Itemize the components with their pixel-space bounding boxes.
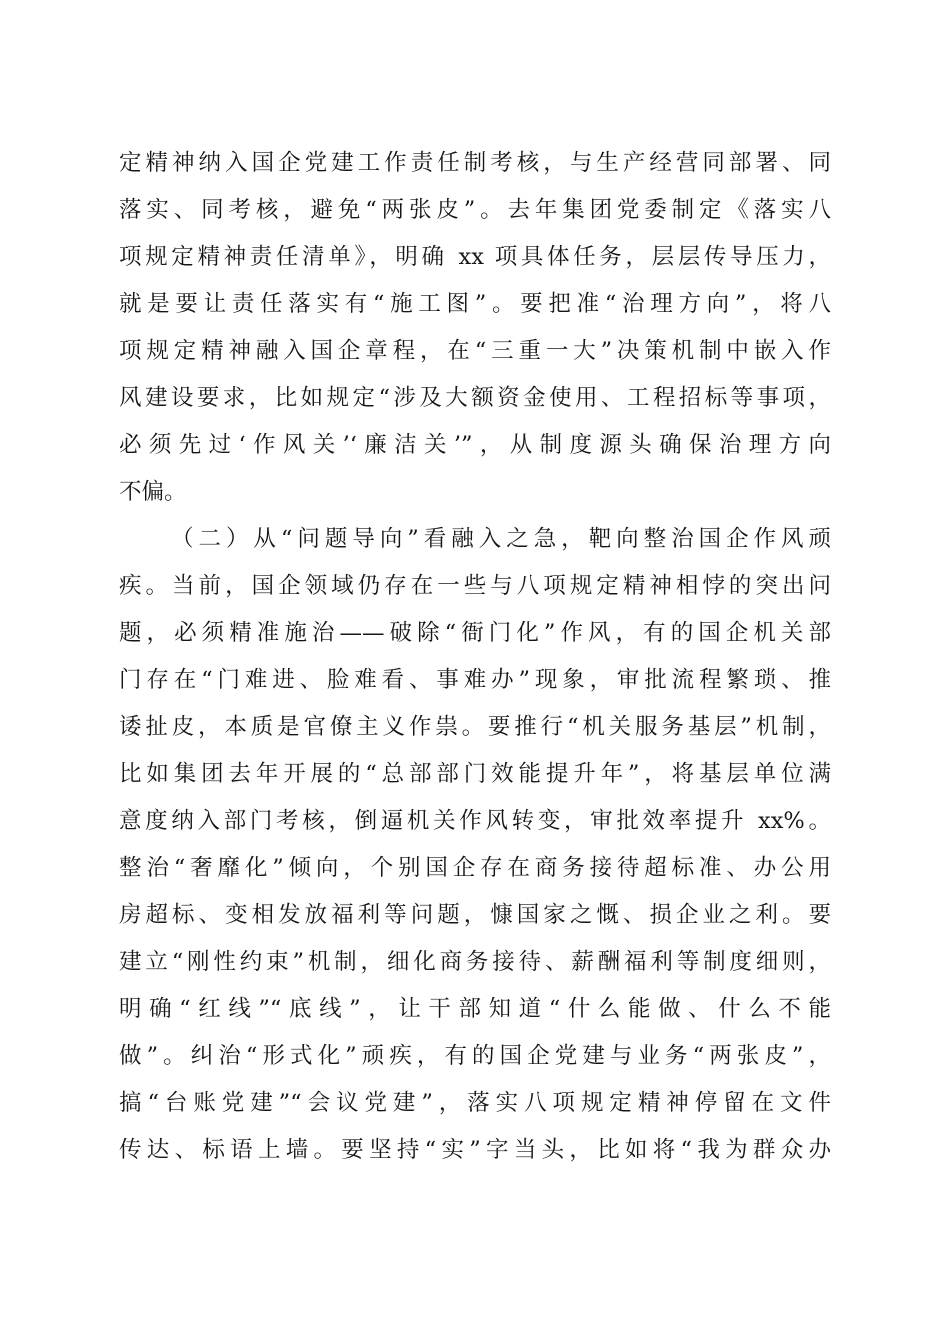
paragraph-line: 不偏。	[119, 479, 187, 505]
paragraph-line: 意度纳入部门考核，倒逼机关作风转变，审批效率提升 xx%。	[119, 808, 831, 834]
paragraph-line: 明确“红线”“底线”，让干部知道“什么能做、什么不能	[119, 996, 831, 1022]
paragraph-line: 房超标、变相发放福利等问题，慷国家之慨、损企业之利。要	[119, 902, 831, 928]
paragraph-line: 必须先过‘作风关’‘廉洁关’”，从制度源头确保治理方向	[119, 432, 831, 458]
paragraph-line: 传达、标语上墙。要坚持“实”字当头，比如将“我为群众办	[119, 1137, 831, 1163]
paragraph-line: 做”。纠治“形式化”顽疾，有的国企党建与业务“两张皮”，	[119, 1043, 831, 1069]
paragraph-line: 门存在“门难进、脸难看、事难办”现象，审批流程繁琐、推	[119, 667, 831, 693]
paragraph-line: 题，必须精准施治——破除“衙门化”作风，有的国企机关部	[119, 620, 831, 646]
paragraph-line: 比如集团去年开展的“总部部门效能提升年”，将基层单位满	[119, 761, 831, 787]
paragraph-line: 风建设要求，比如规定“涉及大额资金使用、工程招标等事项，	[119, 385, 831, 411]
paragraph-line: 定精神纳入国企党建工作责任制考核，与生产经营同部署、同	[119, 150, 831, 176]
paragraph-line: 疾。当前，国企领域仍存在一些与八项规定精神相悖的突出问	[119, 573, 831, 599]
paragraph-line: 项规定精神融入国企章程，在“三重一大”决策机制中嵌入作	[119, 338, 831, 364]
paragraph-line: 建立“刚性约束”机制，细化商务接待、薪酬福利等制度细则，	[119, 949, 831, 975]
section-heading-line: （二）从“问题导向”看融入之急，靶向整治国企作风顽	[171, 526, 831, 552]
paragraph-line: 落实、同考核，避免“两张皮”。去年集团党委制定《落实八	[119, 197, 831, 223]
paragraph-line: 诿扯皮，本质是官僚主义作祟。要推行“机关服务基层”机制，	[119, 714, 831, 740]
paragraph-line: 项规定精神责任清单》，明确 xx 项具体任务，层层传导压力，	[119, 244, 831, 270]
paragraph-line: 搞“台账党建”“会议党建”，落实八项规定精神停留在文件	[119, 1090, 831, 1116]
paragraph-line: 就是要让责任落实有“施工图”。要把准“治理方向”，将八	[119, 291, 831, 317]
paragraph-line: 整治“奢靡化”倾向，个别国企存在商务接待超标准、办公用	[119, 855, 831, 881]
